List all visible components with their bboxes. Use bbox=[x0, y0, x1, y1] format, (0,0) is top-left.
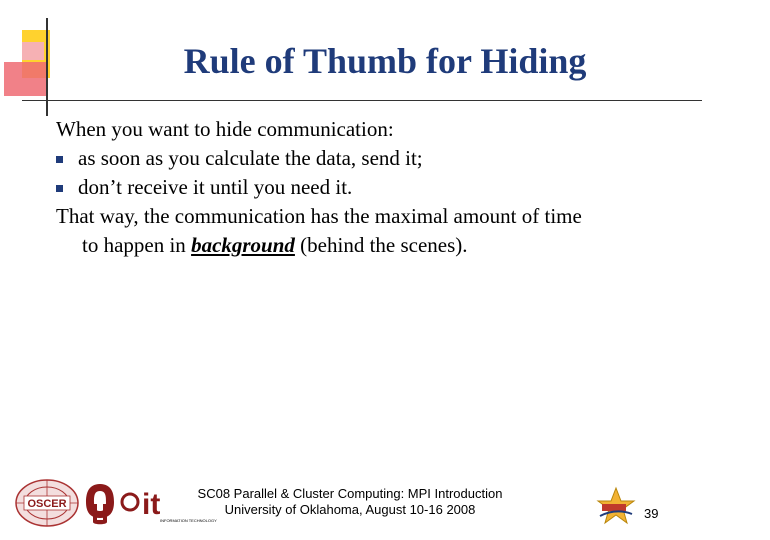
sc08-star-logo-icon bbox=[596, 486, 636, 526]
emphasis-background: background bbox=[191, 233, 295, 257]
ou-logo-icon bbox=[82, 482, 118, 526]
page-number: 39 bbox=[644, 506, 659, 521]
intro-text: When you want to hide communication: bbox=[56, 117, 394, 141]
conclusion-continued bbox=[56, 231, 696, 260]
bullet-text: as soon as you calculate the data, send it; bbox=[78, 146, 423, 170]
it-text: it bbox=[142, 488, 161, 521]
slide-title: Rule of Thumb for Hiding bbox=[183, 41, 587, 81]
square-bullet-icon bbox=[56, 185, 63, 192]
conclusion-after: (behind the scenes). bbox=[294, 233, 468, 257]
conclusion-text: That way, the communication has the maximal amount of time bbox=[56, 204, 582, 228]
footer-line-1: SC08 Parallel & Cluster Computing: MPI Introduction bbox=[197, 486, 503, 501]
slide-body bbox=[56, 115, 696, 260]
oscer-text: OSCER bbox=[27, 498, 67, 510]
bullet-item bbox=[56, 144, 696, 173]
bullet-text: don’t receive it until you need it. bbox=[78, 175, 353, 199]
it-caption: INFORMATION TECHNOLOGY bbox=[160, 518, 217, 523]
title-underline bbox=[22, 100, 702, 101]
conclusion-before: to happen in bbox=[82, 233, 192, 257]
slide-footer bbox=[170, 486, 530, 518]
oscer-logo-icon bbox=[14, 478, 80, 528]
square-bullet-icon bbox=[56, 156, 63, 163]
footer-line-2: University of Oklahoma, August 10-16 2008 bbox=[224, 502, 476, 517]
bullet-item bbox=[56, 173, 696, 202]
